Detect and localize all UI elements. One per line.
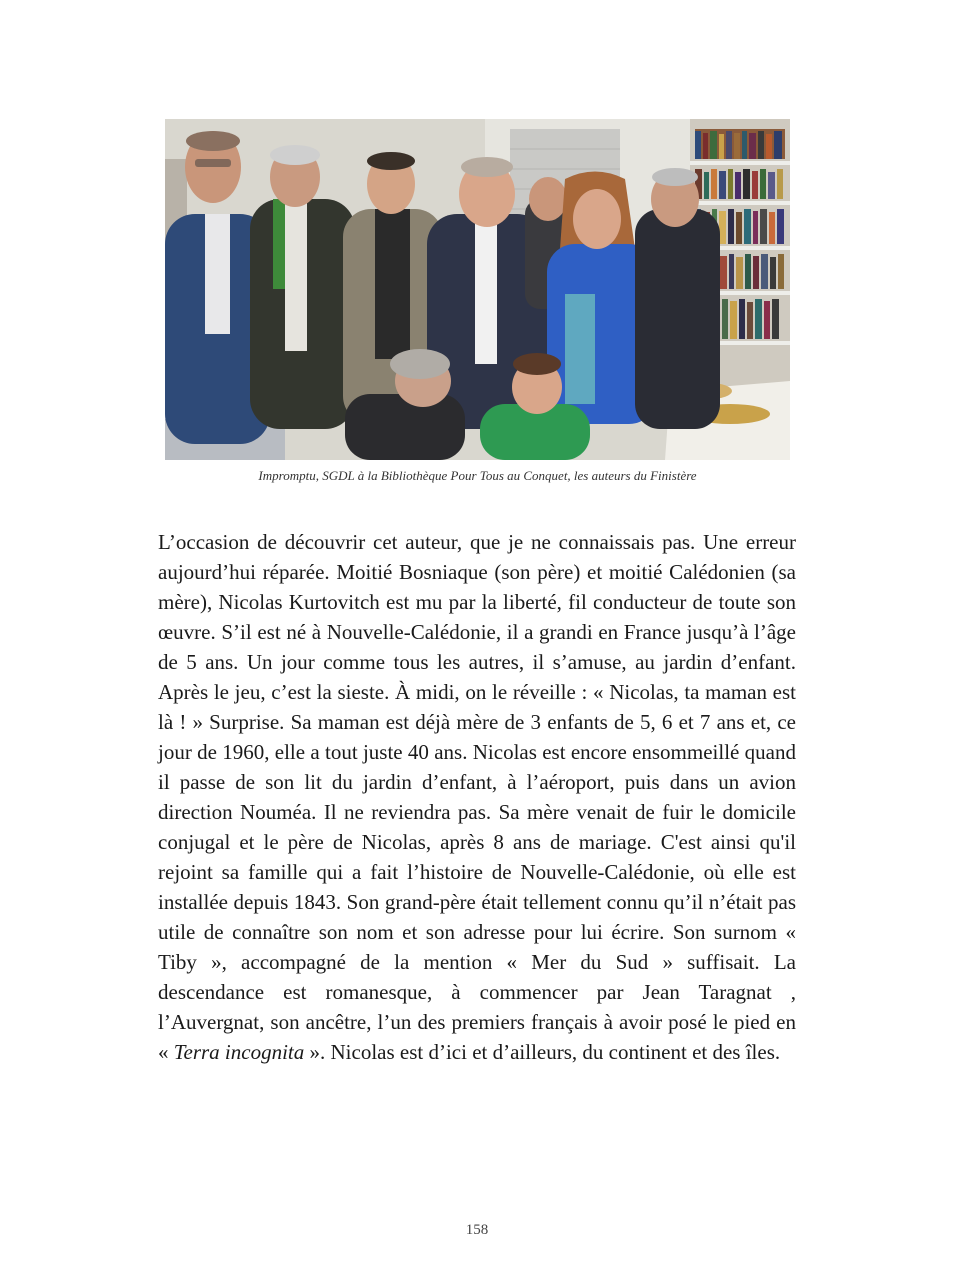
photo-caption: Impromptu, SGDL à la Bibliothèque Pour Tous au Conquet, les auteurs du Finistère xyxy=(258,468,697,483)
paragraph-text: L’occasion de découvrir cet auteur, que je ne connaissais pas. Une erreur aujourd’hui réparée. Moitié Bosniaque (son père) et moitié Calédonien (sa mère), Nicolas Kurtovitch est mu par la liberté, fil conducteur de toute son œuvre. S’il est né à Nouvelle-Calédonie, il a grandi en France jusqu’à l’âge de 5 ans. Un jour comme tous les autres, il s’amuse, au jardin d’enfant. Après le jeu, c’est la sieste. À midi, on le réveille : « Nicolas, ta maman est là ! » Surprise. Sa maman est déjà mère de 3 enfants de 5, 6 et 7 ans et, ce jour de 1960, elle a tout juste 40 ans. Nicolas est encore ensommeillé quand il passe de son lit du jardin d’enfant, à l’aéroport, puis dans un avion direction Nouméa. Il ne reviendra pas. Sa mère venait de fuir le domicile conjugal et le père de Nicolas, après 8 ans de mariage. C'est ainsi qu'il rejoint sa famille qui a fait l’histoire de Nouvelle-Calédonie, où elle est installée depuis 1843. Son grand-père était tellement connu qu’il n’était pas utile de connaître son nom et son adresse pour lui écrire. Son surnom « Tiby », accompagné de la mention « Mer du Sud » suffisait. La descendance est romanesque, à commencer par Jean Taragnat , l’Auvergnat, son ancêtre, l’un des premiers français à avoir posé le pied en « xyxy=(158,530,796,1064)
page-number: 158 xyxy=(465,1222,489,1238)
paragraph xyxy=(158,527,796,1067)
paragraph-text-end: ». Nicolas est d’ici et d’ailleurs, du continent et des îles. xyxy=(304,1040,781,1064)
group-photo xyxy=(165,119,790,460)
body-paragraph xyxy=(158,527,796,1067)
book-title: Terra incognita xyxy=(173,1040,305,1064)
